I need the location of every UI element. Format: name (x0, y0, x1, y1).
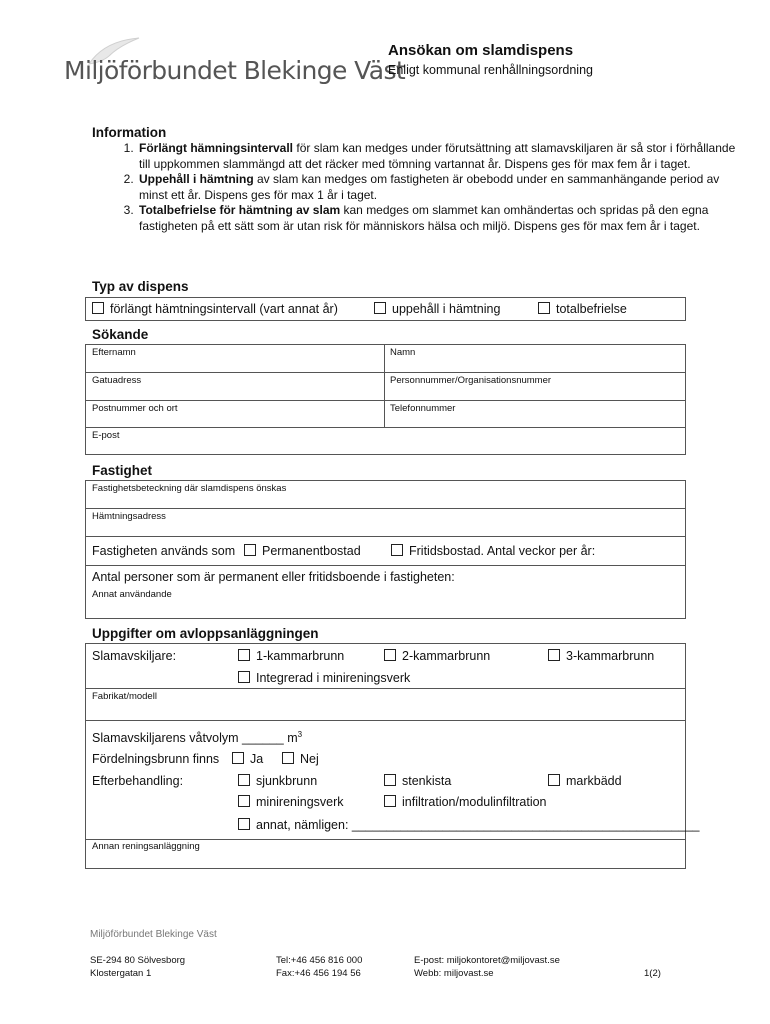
footer-fax: Fax:+46 456 194 56 (276, 968, 361, 979)
footer-address1: SE-294 80 Sölvesborg (90, 955, 186, 966)
anvands-label: Fastigheten används som (92, 544, 236, 558)
fritidsbostad-option[interactable]: Fritidsbostad. Antal veckor per år: (391, 544, 595, 558)
information-item: 3. Totalbefrielse för hämtning av slam kan medges om slammet kan omhändertas och spridas på den egna fastigheten på ett sätt som är utan risk för människors hälsa och miljö. Dispens ges för max fem år i taget. (137, 203, 737, 234)
telefon-field[interactable]: Telefonnummer (390, 403, 456, 414)
efternamn-field[interactable]: Efternamn (92, 347, 136, 358)
slamavskiljare-label: Slamavskiljare: (92, 649, 177, 663)
checkbox[interactable] (238, 649, 250, 661)
nej-option[interactable]: Nej (282, 752, 319, 766)
checkbox[interactable] (238, 795, 250, 807)
information-item: 1. Förlängt hämningsintervall för slam kan medges under förutsättning att slamavskiljaren är så stor i förhållande till uppkommen slammängd att det räcker med tömning vartannat år. Dispens ges för max fem år i taget. (137, 141, 737, 172)
option-totalbefrielse[interactable]: totalbefrielse (538, 302, 627, 316)
checkbox[interactable] (538, 302, 550, 314)
sokande-heading: Sökande (92, 327, 149, 342)
personnummer-field[interactable]: Personnummer/Organisationsnummer (390, 375, 552, 386)
information-heading: Information (92, 125, 167, 140)
checkbox[interactable] (238, 818, 250, 830)
checkbox[interactable] (232, 752, 244, 764)
namn-field[interactable]: Namn (390, 347, 416, 358)
footer-tel: Tel:+46 456 816 000 (276, 955, 363, 966)
checkbox[interactable] (92, 302, 104, 314)
checkbox[interactable] (374, 302, 386, 314)
markbadd-option[interactable]: markbädd (548, 774, 622, 788)
infiltration-option[interactable]: infiltration/modulinfiltration (384, 795, 547, 809)
fastighet-box (85, 480, 686, 619)
kammare-2-option[interactable]: 2-kammarbrunn (384, 649, 490, 663)
kammare-3-option[interactable]: 3-kammarbrunn (548, 649, 654, 663)
checkbox[interactable] (384, 649, 396, 661)
logo-text: Miljöförbundet Blekinge Väst (64, 56, 406, 85)
checkbox[interactable] (244, 544, 256, 556)
fastighetsbeteckning-field[interactable]: Fastighetsbeteckning där slamdispens önskas (92, 483, 287, 494)
footer-web: Webb: miljovast.se (414, 968, 494, 979)
checkbox[interactable] (391, 544, 403, 556)
org-logo (56, 38, 406, 94)
document-subtitle: Enligt kommunal renhållningsordning (388, 63, 593, 77)
footer-address2: Klostergatan 1 (90, 968, 152, 979)
gatuadress-field[interactable]: Gatuadress (92, 375, 142, 386)
fordelningsbrunn-label: Fördelningsbrunn finns (92, 752, 220, 766)
fabrikat-field[interactable]: Fabrikat/modell (92, 691, 157, 702)
checkbox[interactable] (384, 774, 396, 786)
antal-personer-label: Antal personer som är permanent eller fritidsboende i fastigheten: (92, 570, 455, 584)
sjunkbrunn-option[interactable]: sjunkbrunn (238, 774, 317, 788)
checkbox[interactable] (238, 671, 250, 683)
avlopp-heading: Uppgifter om avloppsanläggningen (92, 626, 319, 641)
stenkista-option[interactable]: stenkista (384, 774, 451, 788)
footer-org: Miljöförbundet Blekinge Väst (90, 929, 217, 940)
typ-box (85, 297, 686, 321)
checkbox[interactable] (238, 774, 250, 786)
option-uppehall[interactable]: uppehåll i hämtning (374, 302, 500, 316)
epost-field[interactable]: E-post (92, 430, 120, 441)
ja-option[interactable]: Ja (232, 752, 263, 766)
fastighet-heading: Fastighet (92, 463, 153, 478)
page-number: 1(2) (644, 968, 661, 979)
postnummer-field[interactable]: Postnummer och ort (92, 403, 178, 414)
document-title: Ansökan om slamdispens (388, 42, 574, 59)
efterbehandling-label: Efterbehandling: (92, 774, 184, 788)
hamtningsadress-field[interactable]: Hämtningsadress (92, 511, 166, 522)
minireningsverk-option[interactable]: minireningsverk (238, 795, 344, 809)
integrerad-option[interactable]: Integrerad i minireningsverk (238, 671, 410, 685)
checkbox[interactable] (282, 752, 294, 764)
kammare-1-option[interactable]: 1-kammarbrunn (238, 649, 344, 663)
annat-option[interactable]: annat, nämligen: __________________________________________________ (238, 818, 700, 832)
information-list (92, 141, 737, 235)
information-item: 2. Uppehåll i hämtning av slam kan medges om fastigheten är obebodd under en sammanhängande period av minst ett år. Dispens ges för max 1 år i taget. (137, 172, 737, 203)
option-forlangt[interactable]: förlängt hämtningsintervall (vart annat år) (92, 302, 338, 316)
annan-anlaggning-field[interactable]: Annan reningsanläggning (92, 841, 200, 852)
checkbox[interactable] (548, 774, 560, 786)
sokande-box (85, 344, 686, 455)
avlopp-box (85, 643, 700, 869)
checkbox[interactable] (548, 649, 560, 661)
typ-heading: Typ av dispens (92, 279, 189, 294)
annat-anvandande-field[interactable]: Annat användande (92, 589, 172, 600)
vatvolym-field[interactable]: Slamavskiljarens våtvolym ______ $m^3$ (92, 730, 303, 746)
checkbox[interactable] (384, 795, 396, 807)
footer-email: E-post: miljokontoret@miljovast.se (414, 955, 560, 966)
permanentbostad-option[interactable]: Permanentbostad (244, 544, 361, 558)
